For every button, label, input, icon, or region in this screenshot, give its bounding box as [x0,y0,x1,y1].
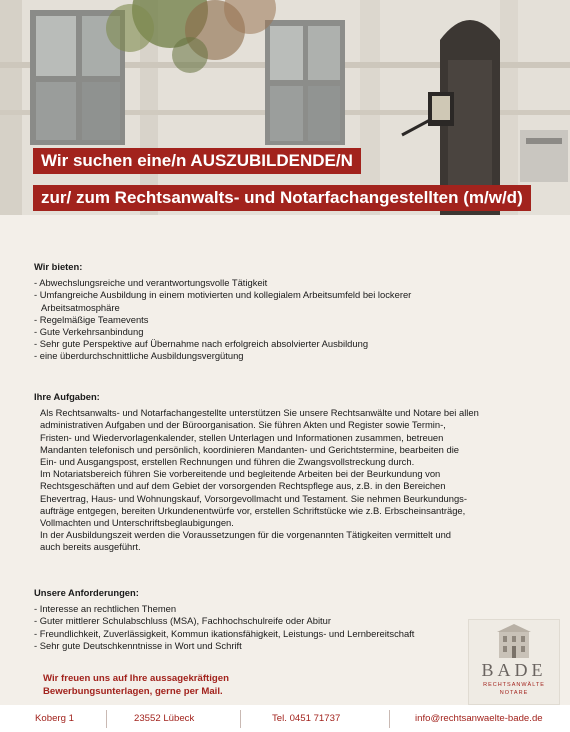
text-line: administrativen Aufgaben und der Büroorganisation. Sie führen Akten und Register sowie Termin-, [40,419,446,431]
offer-title: Wir bieten: [34,261,83,272]
text-line: Vollmachten und Unterschriftsbeglaubigungen. [40,517,234,529]
list-item: - Gute Verkehrsanbindung [34,326,144,338]
logo-subtitle-2: NOTARE [499,690,529,696]
list-item: - Umfangreiche Ausbildung in einem motivierten und kollegialem Arbeitsumfeld bei lockerer [34,289,412,301]
text-line: Ein- und Ausgangspost, erstellen Rechnungen und führen die Zwangsvollstreckung durch. [40,456,415,468]
headline-banner-2: zur/ zum Rechtsanwalts- und Notarfachangestellten (m/w/d) [33,185,531,211]
text-line: Mandanten telefonisch und persönlich, koordinieren Mandanten- und Gerichtstermine, bearbeiten die [40,443,460,455]
tasks-text [40,407,540,553]
closing-message [43,672,229,698]
list-item: - Interesse an rechtlichen Themen [34,603,177,615]
text-line: Rechtsgeschäften und auf dem Gebiet der vorsorgenden Rechtspflege aus, z.B. in den Bereichen [40,480,446,492]
requirements-section [34,587,540,652]
building-icon [469,622,559,662]
text-line: Als Rechtsanwalts- und Notarfachangestellte unterstützen Sie unsere Rechtsanwälte und Notare bei allen [40,407,479,419]
tasks-title: Ihre Aufgaben: [34,391,100,402]
list-item: - Abwechslungsreiche und verantwortungsvolle Tätigkeit [34,277,268,289]
list-item: - Guter mittlerer Schulabschluss (MSA), Fachhochschulreife oder Abitur [34,615,331,627]
header-photo [0,0,570,215]
text-line: Ehevertrag, Haus- und Wohnungskauf, Vorsorgevollmacht und Testament. Sie nehmen Beurkundungs- [40,492,467,504]
text-line: In der Ausbildungszeit werden die Voraussetzungen für die vorgenannten Tätigkeiten vermittelt und [40,529,452,541]
logo-name: BADE [481,660,547,680]
text-line: auch bereits ausgeführt. [40,541,141,553]
logo-subtitle-1: RECHTSANWÄLTE [483,682,545,688]
text-line: Fristen- und Wiedervorlagenkalender, stellen Unterlagen und Informationen zusammen, betreuen [40,431,444,443]
requirements-list [34,603,540,652]
tasks-section [34,391,540,554]
list-item: Arbeitsatmosphäre [41,301,120,313]
requirements-title: Unsere Anforderungen: [34,587,139,598]
list-item: - Sehr gute Perspektive auf Übernahme nach erfolgreich absolvierter Ausbildung [34,338,369,350]
job-posting-body [0,215,570,705]
firm-logo [468,619,560,705]
list-item: - Regelmäßige Teamevents [34,313,149,325]
list-item: - eine überdurchschnittliche Ausbildungsvergütung [34,350,244,362]
closing-line-1: Wir freuen uns auf Ihre aussagekräftigen [43,673,229,684]
footer-street: Koberg 1 [35,713,74,724]
footer-divider [389,710,390,728]
footer-divider [106,710,107,728]
footer-contact-bar [0,705,570,732]
offer-list [34,277,540,362]
headline-banner-1: Wir suchen eine/n AUSZUBILDENDE/N [33,148,361,174]
footer-email-link[interactable]: info@rechtsanwaelte-bade.de [415,713,543,724]
list-item: - Freundlichkeit, Zuverlässigkeit, Kommun ikationsfähigkeit, Leistungs- und Lernbereitschaft [34,627,415,639]
building-facade-image [0,0,570,215]
footer-city: 23552 Lübeck [134,713,195,724]
footer-phone[interactable]: Tel. 0451 71737 [272,713,341,724]
text-line: Im Notariatsbereich führen Sie vorbereitende und begleitende Arbeiten bei der Beurkundung von [40,468,441,480]
text-line: aufträge entgegen, bereiten Urkundenentwürfe vor, erstellen Schriftstücke wie z.B. Erbscheinsanträge, [40,504,466,516]
closing-line-2: Bewerbungsunterlagen, gerne per Mail. [43,686,223,697]
footer-divider [240,710,241,728]
list-item: - Sehr gute Deutschkenntnisse in Wort und Schrift [34,639,242,651]
offer-section [34,261,540,363]
